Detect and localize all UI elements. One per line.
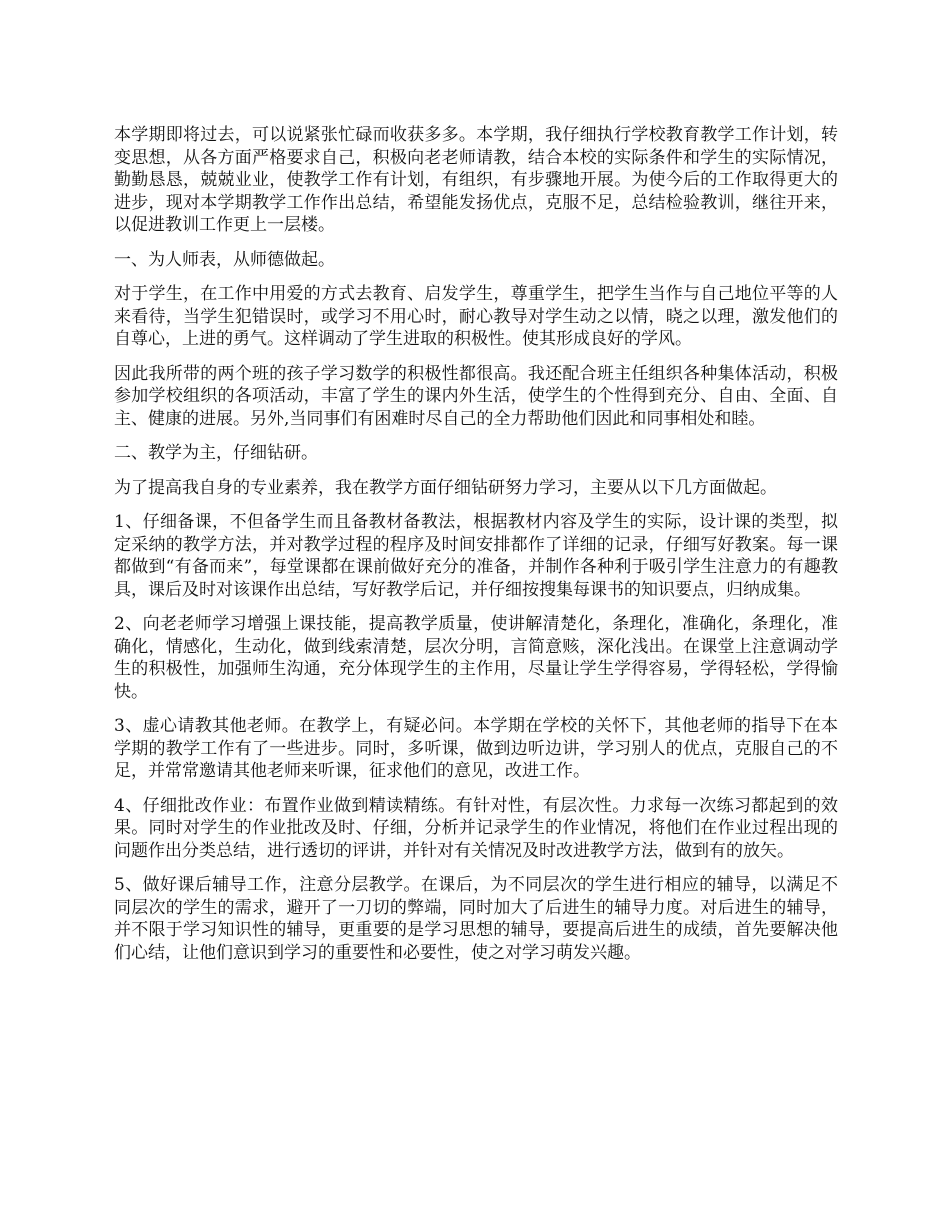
list-item-4: 4、仔细批改作业：布置作业做到精读精练。有针对性，有层次性。力求每一次练习都起到的效果。同时对学生的作业批改及时、仔细，分析并记录学生的作业情况，将他们在作业过程出现的问题作出分类总结，进行透切的评讲，并针对有关情况及时改进教学方法，做到有的放矢。 (114, 795, 838, 861)
intro-paragraph: 本学期即将过去，可以说紧张忙碌而收获多多。本学期，我仔细执行学校教育教学工作计划，转变思想，从各方面严格要求自己，积极向老老师请教，结合本校的实际条件和学生的实际情况，勤勤恳恳，兢兢业业，使教学工作有计划，有组织，有步骤地开展。为使今后的工作取得更大的进步，现对本学期教学工作作出总结，希望能发扬优点，克服不足，总结检验教训，继往开来，以促进教训工作更上一层楼。 (114, 125, 838, 235)
body-paragraph: 为了提高我自身的专业素养，我在教学方面仔细钻研努力学习，主要从以下几方面做起。 (114, 477, 777, 498)
document-page (114, 124, 838, 976)
section-heading-2: 二、教学为主，仔细钻研。 (114, 443, 318, 463)
list-item-1: 1、仔细备课，不但备学生而且备教材备教法，根据教材内容及学生的实际，设计课的类型，拟定采纳的教学方法，并对教学过程的程序及时间安排都作了详细的记录，仔细写好教案。每一课都做到“有备而来”，每堂课都在课前做好充分的准备，并制作各种利于吸引学生注意力的有趣教具，课后及时对该课作出总结，写好教学后记，并仔细按搜集每课书的知识要点，归纳成集。 (114, 512, 838, 600)
section-heading-1: 一、为人师表，从师德做起。 (114, 249, 335, 270)
list-item-5: 5、做好课后辅导工作，注意分层教学。在课后，为不同层次的学生进行相应的辅导，以满足不同层次的学生的需求，避开了一刀切的弊端，同时加大了后进生的辅导力度。对后进生的辅导，并不限于学习知识性的辅导，更重要的是学习思想的辅导，要提高后进生的成绩，首先要解决他们心结，让他们意识到学习的重要性和必要性，使之对学习萌发兴趣。 (114, 875, 838, 963)
body-paragraph: 对于学生，在工作中用爱的方式去教育、启发学生，尊重学生，把学生当作与自己地位平等的人来看待，当学生犯错误时，或学习不用心时，耐心教导对学生动之以情，晓之以理，激发他们的自尊心，上进的勇气。这样调动了学生进取的积极性。使其形成良好的学风。 (114, 284, 838, 349)
list-item-3: 3、虚心请教其他老师。在教学上，有疑必问。本学期在学校的关怀下，其他老师的指导下在本学期的教学工作有了一些进步。同时，多听课，做到边听边讲，学习别人的优点，克服自己的不足，并常常邀请其他老师来听课，征求他们的意见，改进工作。 (114, 716, 838, 781)
list-item-2: 2、向老老师学习增强上课技能，提高教学质量，使讲解清楚化，条理化，准确化，条理化，准确化，情感化，生动化，做到线索清楚，层次分明，言简意赅，深化浅出。在课堂上注意调动学生的积极性，加强师生沟通，充分体现学生的主作用，尽量让学生学得容易，学得轻松，学得愉快。 (114, 614, 838, 702)
body-paragraph: 因此我所带的两个班的孩子学习数学的积极性都很高。我还配合班主任组织各种集体活动，积极参加学校组织的各项活动，丰富了学生的课内外生活，使学生的个性得到充分、自由、全面、自主、健康的进展。另外,当同事们有困难时尽自己的全力帮助他们因此和同事相处和睦。 (114, 363, 838, 429)
